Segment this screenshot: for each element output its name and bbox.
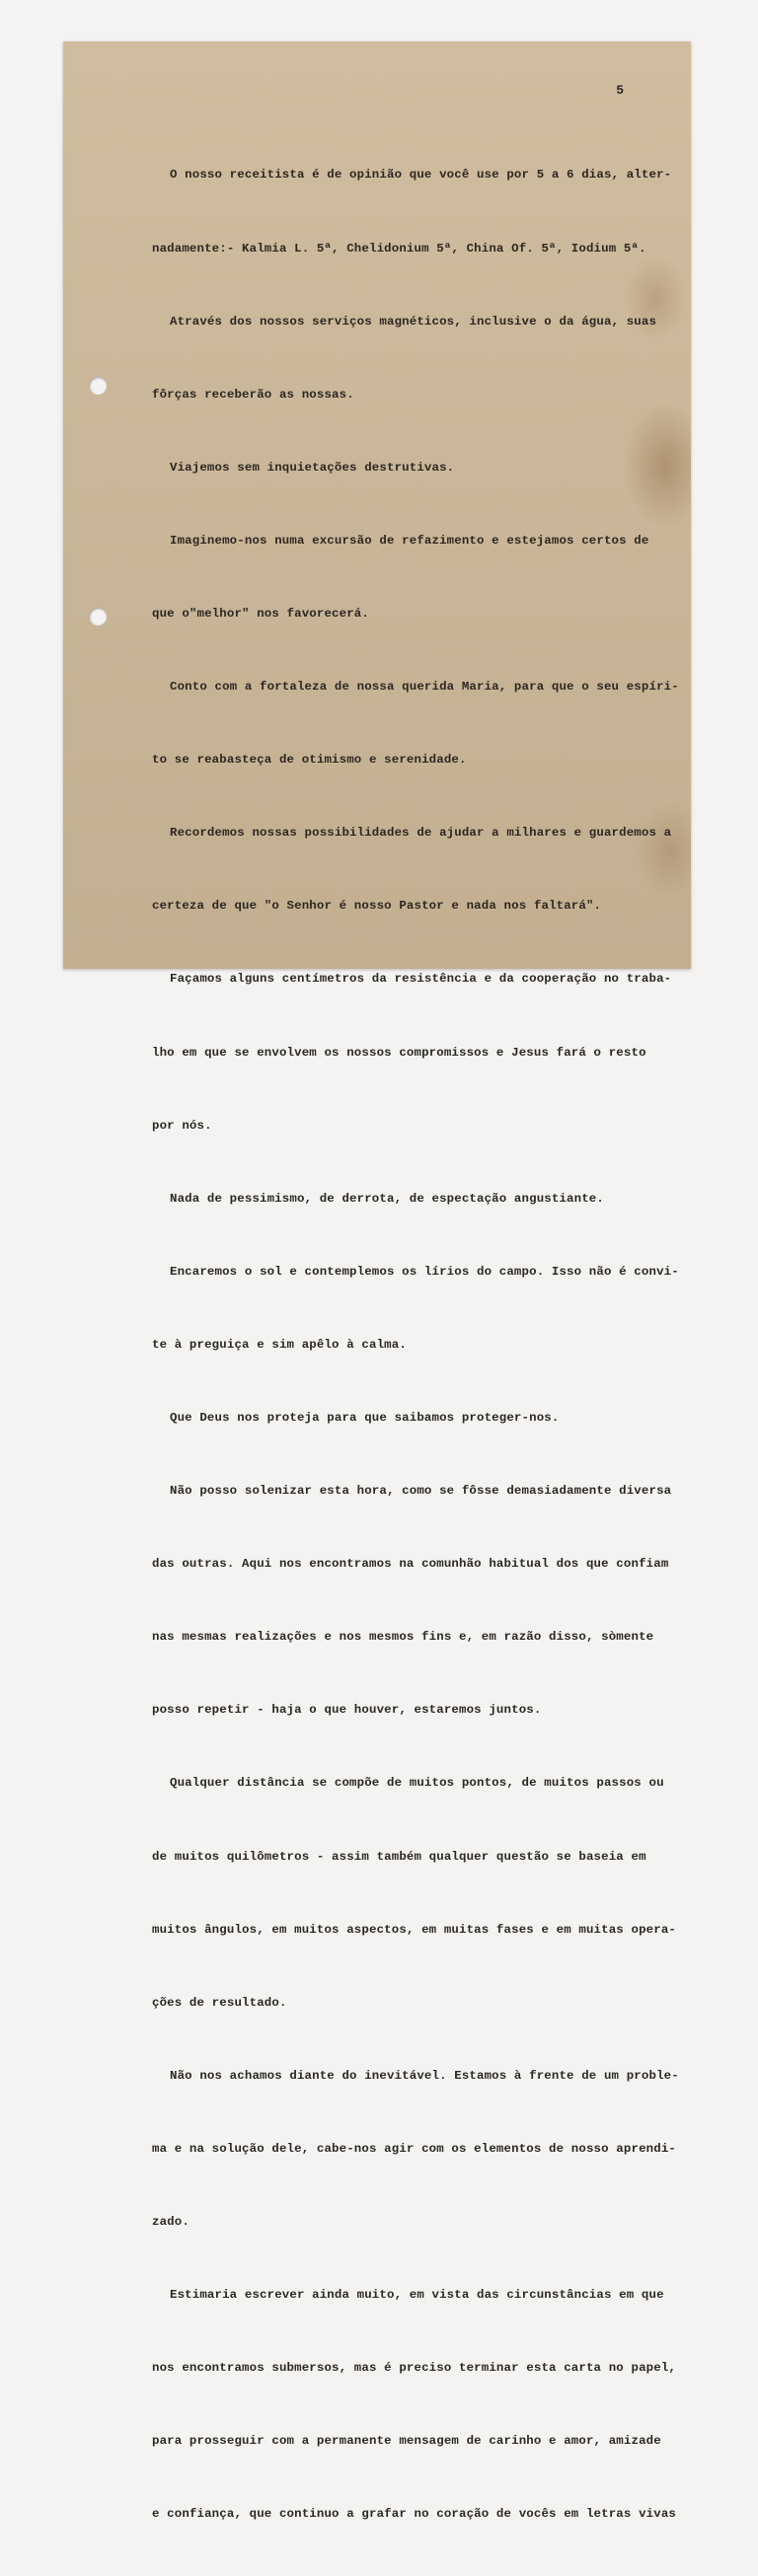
text-line: Viajemos sem inquietações destrutivas. [170,460,455,475]
punch-hole-top [89,377,107,395]
text-line: lho em que se envolvem os nossos compromissos e Jesus fará o resto [152,1045,646,1060]
typewritten-page [63,41,691,2522]
text-line: nas mesmas realizações e nos mesmos fins e, em razão disso, sòmente [152,1630,654,1645]
text-line: ma e na solução dele, cabe-nos agir com os elementos de nosso aprendi- [152,2141,676,2156]
text-line: Imaginemo-nos numa excursão de refazimento e estejamos certos de [170,533,649,548]
text-line: ções de resultado. [152,1995,287,2010]
page-number: 5 [616,83,624,98]
text-line: fôrças receberão as nossas. [152,387,354,402]
text-line: Nada de pessimismo, de derrota, de espectação angustiante. [170,1191,604,1206]
text-line: para prosseguir com a permanente mensagem de carinho e amor, amizade [152,2434,661,2449]
text-line: to se reabasteça de otimismo e serenidade. [152,753,467,768]
text-line: O nosso receitista é de opinião que você use por 5 a 6 dias, alter- [170,168,672,183]
punch-hole-bottom [89,608,107,626]
text-line: Conto com a fortaleza de nossa querida Maria, para que o seu espíri- [170,680,679,695]
text-line: que o"melhor" nos favorecerá. [152,606,369,621]
text-line: Através dos nossos serviços magnéticos, inclusive o da água, suas [170,314,657,329]
text-line: das outras. Aqui nos encontramos na comunhão habitual dos que confiam [152,1557,669,1572]
text-line: certeza de que "o Senhor é nosso Pastor e nada nos faltará". [152,899,602,914]
text-line: posso repetir - haja o que houver, estaremos juntos. [152,1703,542,1718]
text-line: nos encontramos submersos, mas é preciso terminar esta carta no papel, [152,2361,676,2376]
letter-body [152,114,679,2576]
text-line: Que Deus nos proteja para que saibamos proteger-nos. [170,1411,560,1425]
text-line: Encaremos o sol e contemplemos os lírios do campo. Isso não é convi- [170,1264,679,1279]
text-line: Estimaria escrever ainda muito, em vista das circunstâncias em que [170,2288,664,2303]
text-line: zado. [152,2215,190,2230]
text-line: muitos ângulos, em muitos aspectos, em muitas fases e em muitas opera- [152,1922,676,1937]
text-line: Não posso solenizar esta hora, como se fôsse demasiadamente diversa [170,1484,672,1499]
text-line: Não nos achamos diante do inevitável. Estamos à frente de um proble- [170,2068,679,2083]
text-line: nadamente:- Kalmia L. 5ª, Chelidonium 5ª, China Of. 5ª, Iodium 5ª. [152,241,646,256]
text-line: Qualquer distância se compõe de muitos pontos, de muitos passos ou [170,1776,664,1791]
text-line: de muitos quilômetros - assim também qualquer questão se baseia em [152,1849,646,1864]
text-line: por nós. [152,1118,212,1133]
text-line: Recordemos nossas possibilidades de ajudar a milhares e guardemos a [170,826,672,841]
text-line: te à preguiça e sim apêlo à calma. [152,1337,407,1352]
text-line: e confiança, que continuo a grafar no coração de vocês em letras vivas [152,2507,676,2522]
text-line: Façamos alguns centímetros da resistência e da cooperação no traba- [170,972,672,987]
